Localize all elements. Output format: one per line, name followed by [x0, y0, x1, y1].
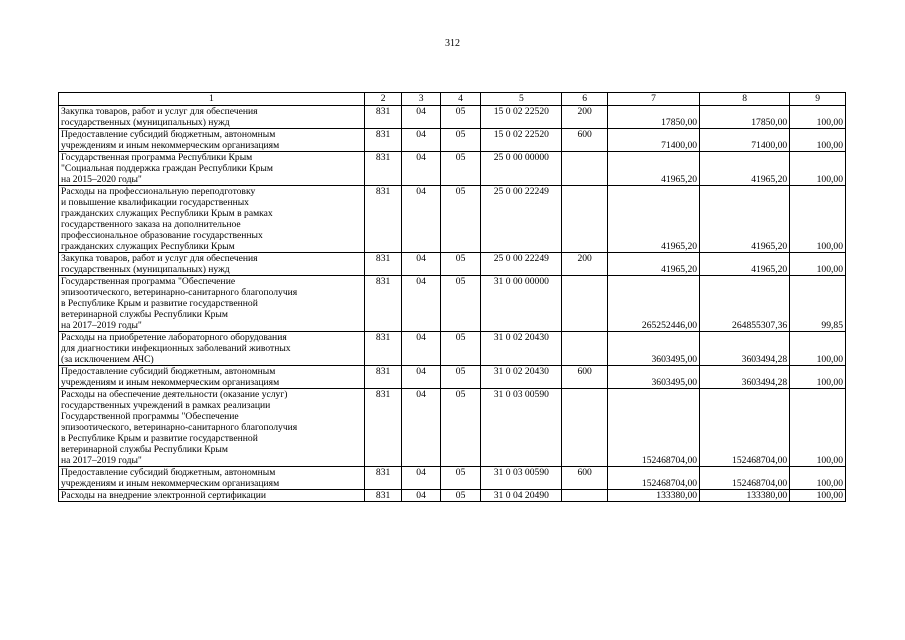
description-line: ветеринарной службы Республики Крым	[61, 444, 228, 455]
ministry-code: 831	[364, 389, 401, 467]
planned-amount: 133380,00	[607, 490, 699, 502]
description-line: гражданских служащих Республики Крым	[61, 241, 235, 252]
actual-amount: 41965,20	[700, 152, 790, 186]
expense-type-code: 600	[562, 467, 608, 490]
ministry-code: 831	[364, 467, 401, 490]
execution-percent: 100,00	[790, 129, 846, 152]
target-article-code: 15 0 02 22520	[481, 129, 562, 152]
description-line: эпизоотического, ветеринарно-санитарного благополучия	[61, 422, 298, 433]
description-line: Предоставление субсидий бюджетным, автономным	[61, 467, 276, 478]
description-line: ветеринарной службы Республики Крым	[61, 309, 228, 320]
expense-type-code: 200	[562, 106, 608, 129]
planned-amount: 41965,20	[607, 253, 699, 276]
table-row	[59, 152, 846, 186]
description-line: учреждениям и иным некоммерческим организациям	[61, 140, 280, 151]
description-line: Предоставление субсидий бюджетным, автономным	[61, 129, 276, 140]
subsection-code: 05	[440, 276, 481, 332]
description-line: эпизоотического, ветеринарно-санитарного благополучия	[61, 287, 298, 298]
column-header: 3	[402, 93, 440, 106]
row-description	[59, 389, 365, 467]
row-description	[59, 129, 365, 152]
execution-percent: 100,00	[790, 106, 846, 129]
subsection-code: 05	[440, 253, 481, 276]
description-line: (за исключением АЧС)	[61, 354, 154, 365]
description-line: на 2017–2019 годы"	[61, 455, 142, 466]
planned-amount: 71400,00	[607, 129, 699, 152]
table-row	[59, 366, 846, 389]
table-row	[59, 389, 846, 467]
description-line: учреждениям и иным некоммерческим организациям	[61, 478, 280, 489]
description-line: Расходы на внедрение электронной сертификации	[61, 490, 267, 501]
table-row	[59, 253, 846, 276]
column-header: 9	[790, 93, 846, 106]
column-header: 4	[440, 93, 481, 106]
target-article-code: 31 0 03 00590	[481, 467, 562, 490]
description-line: в Республике Крым и развитие государственной	[61, 433, 258, 444]
column-header: 5	[481, 93, 562, 106]
section-code: 04	[402, 490, 440, 502]
subsection-code: 05	[440, 106, 481, 129]
execution-percent: 100,00	[790, 186, 846, 253]
section-code: 04	[402, 366, 440, 389]
description-line: государственных учреждений в рамках реализации	[61, 400, 271, 411]
actual-amount: 152468704,00	[700, 389, 790, 467]
section-code: 04	[402, 253, 440, 276]
column-header: 6	[562, 93, 608, 106]
execution-percent: 100,00	[790, 467, 846, 490]
target-article-code: 25 0 00 00000	[481, 152, 562, 186]
execution-percent: 100,00	[790, 332, 846, 366]
row-description	[59, 152, 365, 186]
description-line: для диагностики инфекционных заболеваний животных	[61, 343, 291, 354]
planned-amount: 152468704,00	[607, 389, 699, 467]
target-article-code: 31 0 00 00000	[481, 276, 562, 332]
target-article-code: 25 0 00 22249	[481, 186, 562, 253]
actual-amount: 152468704,00	[700, 467, 790, 490]
subsection-code: 05	[440, 152, 481, 186]
description-line: в Республике Крым и развитие государственной	[61, 298, 258, 309]
target-article-code: 31 0 02 20430	[481, 332, 562, 366]
row-description	[59, 276, 365, 332]
target-article-code: 25 0 00 22249	[481, 253, 562, 276]
expense-type-code: 600	[562, 366, 608, 389]
description-line: Расходы на приобретение лабораторного оборудования	[61, 332, 287, 343]
ministry-code: 831	[364, 186, 401, 253]
table-row	[59, 276, 846, 332]
planned-amount: 3603495,00	[607, 332, 699, 366]
execution-percent: 100,00	[790, 152, 846, 186]
ministry-code: 831	[364, 366, 401, 389]
description-line: государственного заказа на дополнительное	[61, 219, 241, 230]
description-line: профессиональное образование государственных	[61, 230, 263, 241]
target-article-code: 31 0 02 20430	[481, 366, 562, 389]
table-header-row	[59, 93, 846, 106]
ministry-code: 831	[364, 332, 401, 366]
column-header: 1	[59, 93, 365, 106]
execution-percent: 100,00	[790, 389, 846, 467]
subsection-code: 05	[440, 490, 481, 502]
row-description	[59, 332, 365, 366]
description-line: Закупка товаров, работ и услуг для обеспечения	[61, 253, 258, 264]
budget-table	[58, 92, 846, 502]
target-article-code: 15 0 02 22520	[481, 106, 562, 129]
subsection-code: 05	[440, 129, 481, 152]
section-code: 04	[402, 129, 440, 152]
subsection-code: 05	[440, 366, 481, 389]
actual-amount: 264855307,36	[700, 276, 790, 332]
table-row	[59, 490, 846, 502]
row-description	[59, 106, 365, 129]
row-description	[59, 366, 365, 389]
description-line: на 2017–2019 годы"	[61, 320, 142, 331]
actual-amount: 41965,20	[700, 186, 790, 253]
subsection-code: 05	[440, 186, 481, 253]
execution-percent: 99,85	[790, 276, 846, 332]
target-article-code: 31 0 03 00590	[481, 389, 562, 467]
ministry-code: 831	[364, 152, 401, 186]
section-code: 04	[402, 106, 440, 129]
description-line: государственных (муниципальных) нужд	[61, 264, 230, 275]
table-row	[59, 186, 846, 253]
column-header: 2	[364, 93, 401, 106]
expense-type-code	[562, 332, 608, 366]
ministry-code: 831	[364, 129, 401, 152]
execution-percent: 100,00	[790, 366, 846, 389]
actual-amount: 17850,00	[700, 106, 790, 129]
subsection-code: 05	[440, 389, 481, 467]
planned-amount: 152468704,00	[607, 467, 699, 490]
section-code: 04	[402, 276, 440, 332]
expense-type-code: 200	[562, 253, 608, 276]
section-code: 04	[402, 152, 440, 186]
column-header: 8	[700, 93, 790, 106]
execution-percent: 100,00	[790, 490, 846, 502]
target-article-code: 31 0 04 20490	[481, 490, 562, 502]
description-line: Государственной программы "Обеспечение	[61, 411, 239, 422]
table-row	[59, 332, 846, 366]
description-line: Закупка товаров, работ и услуг для обеспечения	[61, 106, 258, 117]
row-description	[59, 490, 365, 502]
subsection-code: 05	[440, 467, 481, 490]
section-code: 04	[402, 467, 440, 490]
description-line: Государственная программа Республики Крым	[61, 152, 253, 163]
description-line: Предоставление субсидий бюджетным, автономным	[61, 366, 276, 377]
actual-amount: 71400,00	[700, 129, 790, 152]
expense-type-code	[562, 276, 608, 332]
ministry-code: 831	[364, 276, 401, 332]
description-line: Государственная программа "Обеспечение	[61, 276, 236, 287]
actual-amount: 41965,20	[700, 253, 790, 276]
ministry-code: 831	[364, 106, 401, 129]
expense-type-code	[562, 389, 608, 467]
execution-percent: 100,00	[790, 253, 846, 276]
table-row	[59, 106, 846, 129]
actual-amount: 133380,00	[700, 490, 790, 502]
planned-amount: 265252446,00	[607, 276, 699, 332]
description-line: Расходы на профессиональную переподготовку	[61, 186, 256, 197]
row-description	[59, 467, 365, 490]
planned-amount: 3603495,00	[607, 366, 699, 389]
expense-type-code	[562, 490, 608, 502]
planned-amount: 17850,00	[607, 106, 699, 129]
description-line: Расходы на обеспечение деятельности (оказание услуг)	[61, 389, 288, 400]
page-number: 312	[445, 38, 460, 49]
section-code: 04	[402, 186, 440, 253]
section-code: 04	[402, 332, 440, 366]
description-line: учреждениям и иным некоммерческим организациям	[61, 377, 280, 388]
description-line: гражданских служащих Республики Крым в рамках	[61, 208, 273, 219]
planned-amount: 41965,20	[607, 186, 699, 253]
subsection-code: 05	[440, 332, 481, 366]
description-line: на 2015–2020 годы"	[61, 174, 142, 185]
description-line: государственных (муниципальных) нужд	[61, 117, 230, 128]
description-line: "Социальная поддержка граждан Республики Крым	[61, 163, 273, 174]
column-header: 7	[607, 93, 699, 106]
section-code: 04	[402, 389, 440, 467]
ministry-code: 831	[364, 253, 401, 276]
actual-amount: 3603494,28	[700, 366, 790, 389]
actual-amount: 3603494,28	[700, 332, 790, 366]
description-line: и повышение квалификации государственных	[61, 197, 249, 208]
table-row	[59, 129, 846, 152]
row-description	[59, 186, 365, 253]
expense-type-code	[562, 152, 608, 186]
planned-amount: 41965,20	[607, 152, 699, 186]
expense-type-code	[562, 186, 608, 253]
table-body	[59, 93, 846, 502]
ministry-code: 831	[364, 490, 401, 502]
table-row	[59, 467, 846, 490]
expense-type-code: 600	[562, 129, 608, 152]
row-description	[59, 253, 365, 276]
